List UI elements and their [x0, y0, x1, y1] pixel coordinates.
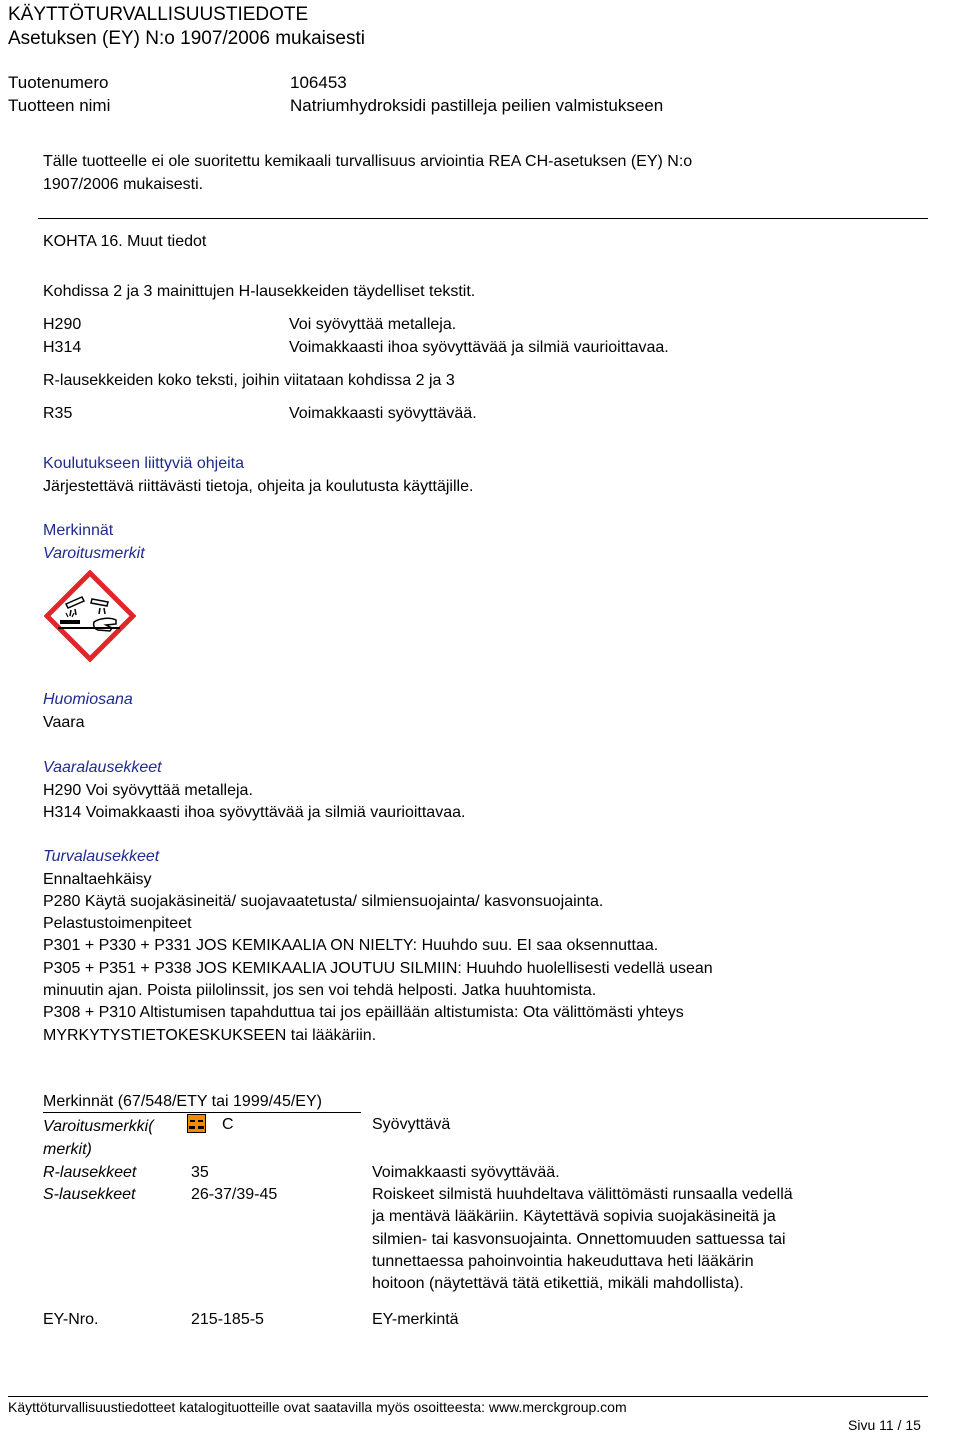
- training-text: Järjestettävä riittävästi tietoja, ohjeita ja koulutusta käyttäjille.: [43, 478, 474, 495]
- r-text: Voimakkaasti syövyttävää.: [289, 405, 477, 422]
- hazard-line: H314 Voimakkaasti ihoa syövyttävää ja silmiä vaurioittavaa.: [43, 804, 466, 821]
- signal-word-label: Huomiosana: [43, 691, 133, 708]
- h-code: H314: [43, 339, 82, 356]
- intro-line: 1907/2006 mukaisesti.: [43, 176, 204, 193]
- ec-text: EY-merkintä: [372, 1311, 459, 1328]
- s-code: 26-37/39-45: [191, 1186, 278, 1203]
- r-code: R35: [43, 405, 73, 422]
- document-subtitle: Asetuksen (EY) N:o 1907/2006 mukaisesti: [8, 28, 365, 49]
- labelling-heading: Merkinnät: [43, 522, 114, 539]
- hazard-line: H290 Voi syövyttää metalleja.: [43, 782, 253, 799]
- precaution-line: Ennaltaehkäisy: [43, 871, 152, 888]
- h-text: Voi syövyttää metalleja.: [289, 316, 457, 333]
- r-text: Voimakkaasti syövyttävää.: [372, 1164, 560, 1181]
- page-number: Sivu 11 / 15: [848, 1417, 921, 1433]
- precaution-line: P308 + P310 Altistumisen tapahduttua tai jos epäillään altistumista: Ota välittömästi yhteys: [43, 1004, 684, 1021]
- precaution-line: P280 Käytä suojakäsineitä/ suojavaatetusta/ silmiensuojainta/ kasvonsuojainta.: [43, 893, 604, 910]
- symbol-code: C: [222, 1116, 234, 1133]
- training-heading: Koulutukseen liittyviä ohjeita: [43, 455, 245, 472]
- document-title: KÄYTTÖTURVALLISUUSTIEDOTE: [8, 4, 309, 25]
- precaution-line: MYRKYTYSTIETOKESKUKSEEN tai lääkäriin.: [43, 1027, 377, 1044]
- precaution-line: P305 + P351 + P338 JOS KEMIKAALIA JOUTUU SILMIIN: Huuhdo huolellisesti vedellä usean: [43, 960, 713, 977]
- product-name-label: Tuotteen nimi: [8, 96, 111, 115]
- s-text-line: ja mentävä lääkäriin. Käytettävä sopivia suojakäsineitä ja: [372, 1208, 776, 1225]
- h-statements-heading: Kohdissa 2 ja 3 mainittujen H-lausekkeiden täydelliset tekstit.: [43, 283, 476, 300]
- section-divider: [38, 218, 928, 219]
- signal-word: Vaara: [43, 714, 85, 731]
- ghs05-corrosion-icon: [44, 570, 136, 662]
- s-text-line: silmien- tai kasvonsuojainta. Onnettomuuden sattuessa tai: [372, 1231, 786, 1248]
- corrosive-c-icon: [187, 1114, 206, 1133]
- r-statements-heading: R-lausekkeiden koko teksti, joihin viitataan kohdissa 2 ja 3: [43, 372, 455, 389]
- pictograms-label: Varoitusmerkit: [43, 545, 145, 562]
- product-number-value: 106453: [290, 73, 347, 92]
- precaution-line: P301 + P330 + P331 JOS KEMIKAALIA ON NIELTY: Huuhdo suu. EI saa oksennuttaa.: [43, 937, 659, 954]
- hazard-label: Vaaralausekkeet: [43, 759, 162, 776]
- s-text-line: Roiskeet silmistä huuhdeltava välittömästi runsaalla vedellä: [372, 1186, 793, 1203]
- s-text-line: hoitoon (näytettävä tätä etikettiä, mikäli mahdollista).: [372, 1275, 744, 1292]
- h-code: H290: [43, 316, 82, 333]
- heading-underline: [43, 1112, 361, 1113]
- symbols-label: Varoitusmerkki(: [43, 1118, 154, 1135]
- symbol-text: Syövyttävä: [372, 1116, 451, 1133]
- symbols-label: merkit): [43, 1141, 92, 1158]
- old-labelling-heading: Merkinnät (67/548/ETY tai 1999/45/EY): [43, 1093, 322, 1110]
- precaution-line: minuutin ajan. Poista piilolinssit, jos sen voi tehdä helposti. Jatka huuhtomista.: [43, 982, 597, 999]
- precaution-line: Pelastustoimenpiteet: [43, 915, 192, 932]
- r-code: 35: [191, 1164, 209, 1181]
- product-number-label: Tuotenumero: [8, 73, 109, 92]
- footer-note: Käyttöturvallisuustiedotteet katalogituotteille ovat saatavilla myös osoitteesta: www.merckgroup.com: [8, 1399, 627, 1415]
- section-heading: KOHTA 16. Muut tiedot: [43, 233, 207, 250]
- footer-divider: [8, 1396, 928, 1397]
- product-name-value: Natriumhydroksidi pastilleja peilien valmistukseen: [290, 96, 664, 115]
- ec-label: EY-Nro.: [43, 1311, 99, 1328]
- h-text: Voimakkaasti ihoa syövyttävää ja silmiä vaurioittavaa.: [289, 339, 669, 356]
- r-label: R-lausekkeet: [43, 1164, 137, 1181]
- ec-number: 215-185-5: [191, 1311, 264, 1328]
- precaution-label: Turvalausekkeet: [43, 848, 160, 865]
- intro-line: Tälle tuotteelle ei ole suoritettu kemikaali turvallisuus arviointia REA CH-asetuksen (EY) N:o: [43, 153, 693, 170]
- s-label: S-lausekkeet: [43, 1186, 136, 1203]
- s-text-line: tunnettaessa pahoinvointia hakeuduttava heti lääkärin: [372, 1253, 754, 1270]
